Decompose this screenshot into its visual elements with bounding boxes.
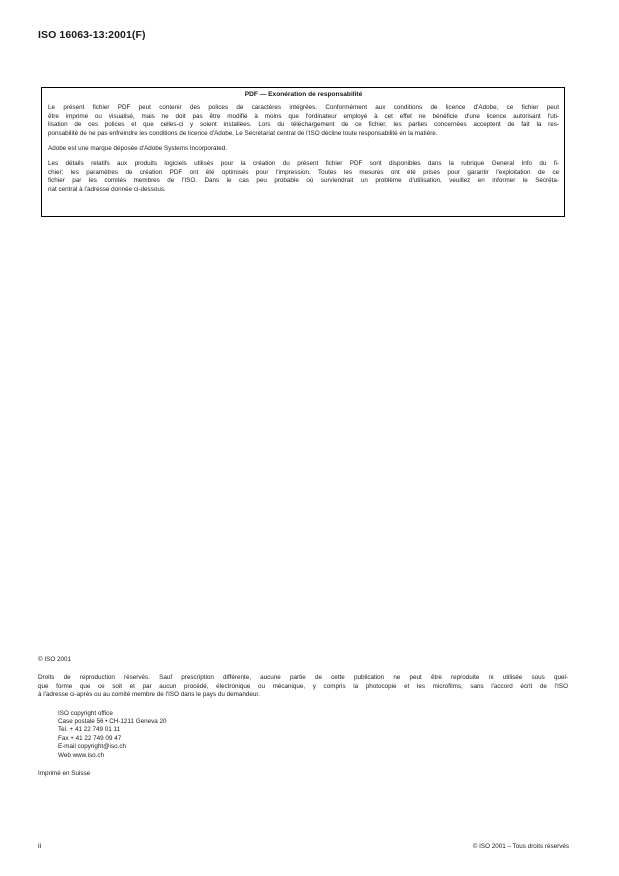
printed-in-label: Imprimé en Suisse [38,770,91,778]
disclaimer-paragraph-trademark [48,145,559,153]
text-line: que forme que ce soit et par aucun procédé, électronique ou mécanique, y compris la photocopie et les microfilms, sans l'accord écrit de l'ISO [38,682,568,690]
text-line: fichier par les comités membres de l'ISO. Dans le cas peu probable où surviendrait un problème d'utilisation, veuillez en informer le Secréta- [48,177,559,185]
page-number: ii [38,843,42,850]
reproduction-rights-text [38,674,568,699]
text-line: chier; les paramètres de création PDF ont été optimisés pour l'impression. Toutes les mesures ont été prises pour garantir l'exploitation de ce [48,168,559,176]
pdf-disclaimer-box [41,87,565,217]
postal-address: Case postale 56 • CH-1211 Geneva 20 [58,718,167,726]
email: E-mail copyright@iso.ch [58,743,126,751]
website: Web www.iso.ch [58,751,105,759]
footer-copyright: © ISO 2001 – Tous droits réservés [472,843,569,850]
copyright-notice: © ISO 2001 [38,656,71,663]
text-line: riat central à l'adresse donnée ci-dessous. [48,185,166,193]
disclaimer-paragraph-fonts [48,104,559,138]
copyright-section [38,656,568,778]
document-id-header: ISO 16063-13:2001(F) [38,29,146,41]
disclaimer-paragraph-software [48,160,559,194]
iso-copyright-office-address [58,710,568,760]
text-line: être imprimé ou visualisé, mais ne doit pas être modifié à moins que l'ordinateur employé à cet effet ne bénéficie d'une licence autorisant l'uti- [48,112,559,120]
text-line: Droits de reproduction réservés. Sauf prescription différente, aucune partie de cette publication ne peut être reproduite ni utilisée sous quel- [38,674,568,682]
text-line: à l'adresse ci-après ou au comité membre de l'ISO dans le pays du demandeur. [38,691,260,699]
fax: Fax + 41 22 749 09 47 [58,734,122,742]
text-line: Les détails relatifs aux produits logiciels utilisés pour la création du présent fichier PDF sont disponibles dans la rubrique General Info du fi- [48,160,559,168]
text-line: Le présent fichier PDF peut contenir des polices de caractères intégrées. Conformément aux conditions de licence d'Adobe, ce fichier peut [48,104,559,112]
text-line: ponsabilité de ne pas enfreindre les conditions de licence d'Adobe. Le Secrétariat central de l'ISO décline toute responsabilité en la matière. [48,129,438,137]
disclaimer-title: PDF — Exonération de responsabilité [244,91,363,98]
text-line: Adobe est une marque déposée d'Adobe Systems Incorporated. [48,145,228,153]
text-line: lisation de ces polices et que celles-ci y soient installées. Lors du téléchargement de ce fichier, les parties concernées acceptent de fait la res- [48,121,559,129]
office-name: ISO copyright office [58,709,113,717]
telephone: Tel. + 41 22 749 01 11 [58,726,121,734]
